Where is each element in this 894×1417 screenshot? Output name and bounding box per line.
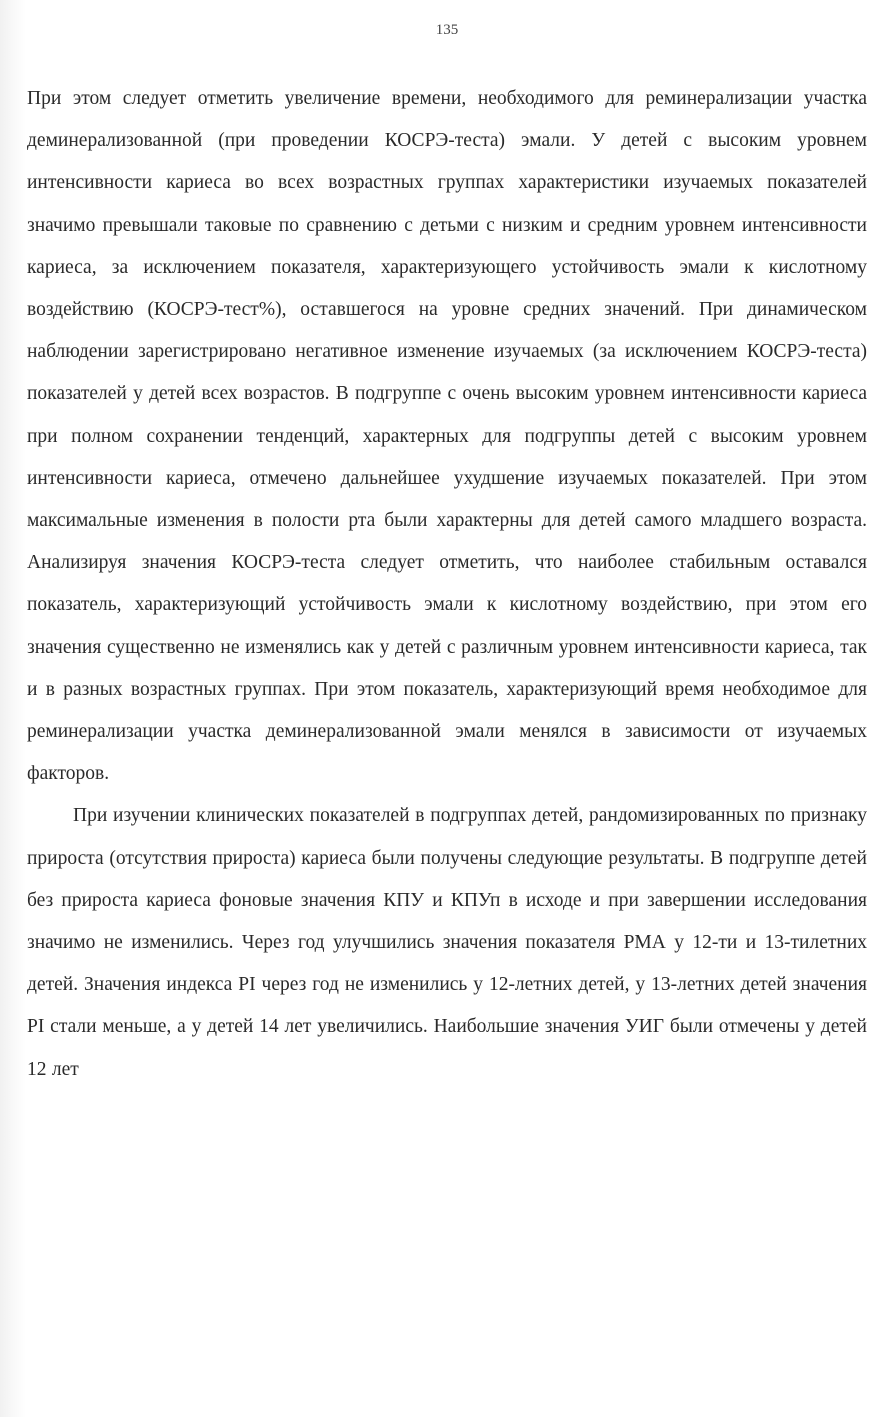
document-body: [27, 78, 867, 1091]
paragraph-2: При изучении клинических показателей в подгруппах детей, рандомизированных по признаку прироста (отсутствия прироста) кариеса были получены следующие результаты. В подгруппе детей без прироста кариеса фоновые значения КПУ и КПУп в исходе и при завершении исследования значимо не изменились. Через год улучшились значения показателя РМА у 12-ти и 13-тилетних детей. Значения индекса PI через год не изменились у 12-летних детей, у 13-летних детей значения PI стали меньше, а у детей 14 лет увеличились. Наибольшие значения УИГ были отмечены у детей 12 лет: [27, 805, 867, 1080]
page-number: 135: [435, 22, 459, 38]
scan-shadow-edge: [0, 0, 26, 1417]
paragraph-1: При этом следует отметить увеличение времени, необходимого для реминерализации участка деминерализованной (при проведении КОСРЭ-теста) эмали. У детей с высоким уровнем интенсивности кариеса во всех возрастных группах характеристики изучаемых показателей значимо превышали таковые по сравнению с детьми с низким и средним уровнем интенсивности кариеса, за исключением показателя, характеризующего устойчивость эмали к кислотному воздействию (КОСРЭ-тест%), оставшегося на уровне средних значений. При динамическом наблюдении зарегистрировано негативное изменение изучаемых (за исключением КОСРЭ-теста) показателей у детей всех возрастов. В подгруппе с очень высоким уровнем интенсивности кариеса при полном сохранении тенденций, характерных для подгруппы детей с высоким уровнем интенсивности кариеса, отмечено дальнейшее ухудшение изучаемых показателей. При этом максимальные изменения в полости рта были характерны для детей самого младшего возраста. Анализируя значения КОСРЭ-теста следует отметить, что наиболее стабильным оставался показатель, характеризующий устойчивость эмали к кислотному воздействию, при этом его значения существенно не изменялись как у детей с различным уровнем интенсивности кариеса, так и в разных возрастных группах. При этом показатель, характеризующий время необходимое для реминерализации участка деминерализованной эмали менялся в зависимости от изучаемых факторов.: [27, 88, 867, 785]
